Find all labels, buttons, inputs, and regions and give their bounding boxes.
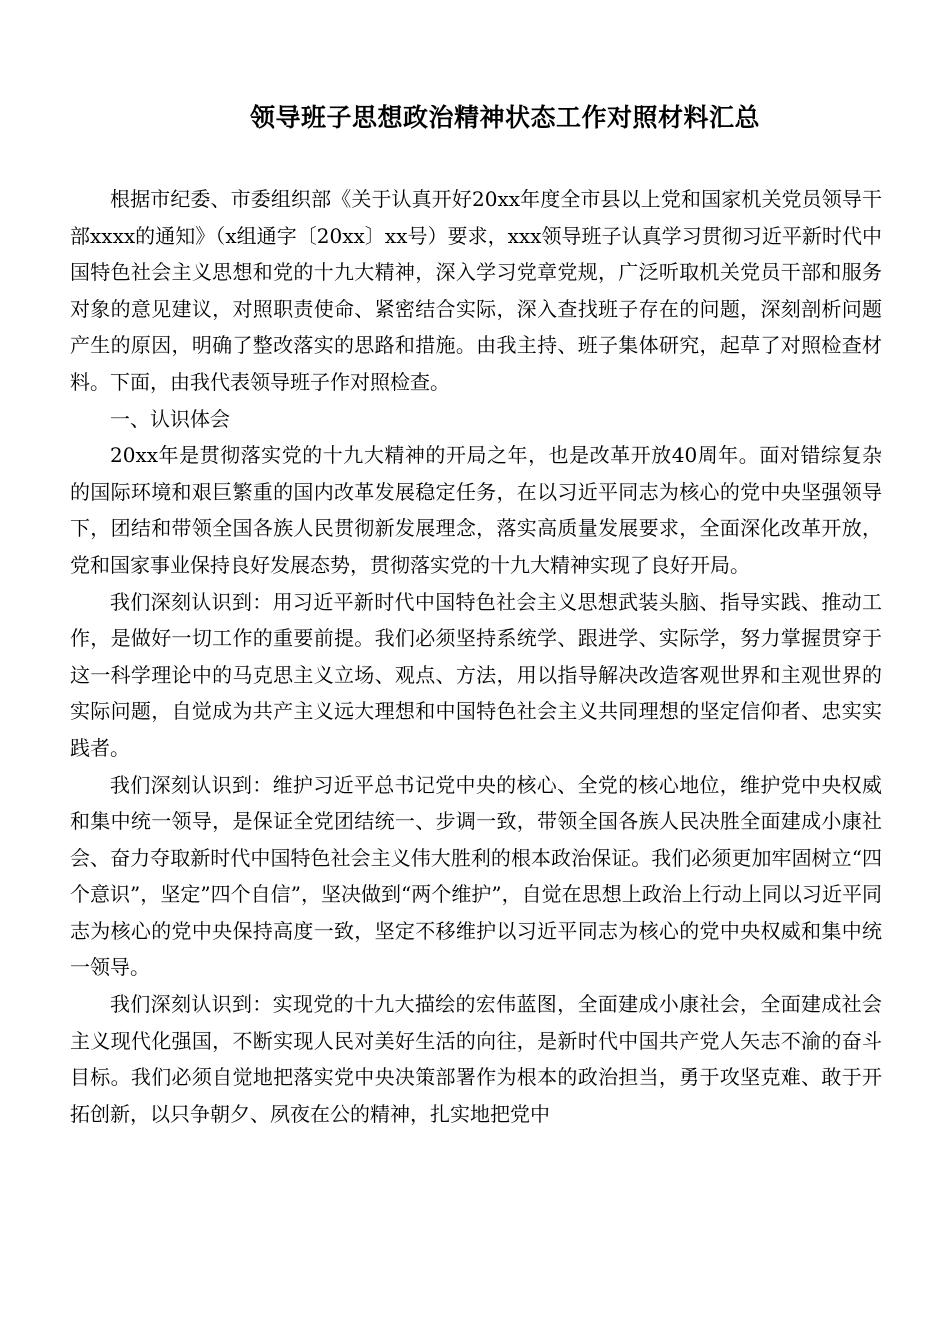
document-body: [70, 181, 882, 1132]
paragraph-understanding-2: 我们深刻认识到：维护习近平总书记党中央的核心、全党的核心地位，维护党中央权威和集中统一领导，是保证全党团结统一、步调一致，带领全国各族人民决胜全面建成小康社会、奋力夺取新时代中国特色社会主义伟大胜利的根本政治保证。我们必须更加牢固树立“四个意识”，坚定”四个自信”，坚决做到“两个维护”，自觉在思想上政治上行动上同以习近平同志为核心的党中央保持高度一致，坚定不移维护以习近平同志为核心的党中央权威和集中统一领导。: [70, 772, 882, 980]
paragraph-understanding-1: 我们深刻认识到：用习近平新时代中国特色社会主义思想武装头脑、指导实践、推动工作，是做好一切工作的重要前提。我们必须坚持系统学、跟进学、实际学，努力掌握贯穿于这一科学理论中的马克思主义立场、观点、方法，用以指导解决改造客观世界和主观世界的实际问题，自觉成为共产主义远大理想和中国特色社会主义共同理想的坚定信仰者、忠实实践者。: [70, 589, 882, 760]
document-title: 领导班子思想政治精神状态工作对照材料汇总: [249, 103, 760, 132]
paragraph-understanding-3: 我们深刻认识到：实现党的十九大描绘的宏伟蓝图，全面建成小康社会，全面建成社会主义现代化强国，不断实现人民对美好生活的向往，是新时代中国共产党人矢志不渝的奋斗目标。我们必须自觉地把落实党中央决策部署作为根本的政治担当，勇于攻坚克难、敢于开拓创新，以只争朝夕、夙夜在公的精神，扎实地把党中: [70, 992, 882, 1126]
paragraph-context: 20xx年是贯彻落实党的十九大精神的开局之年，也是改革开放40周年。面对错综复杂的国际环境和艰巨繁重的国内改革发展稳定任务，在以习近平同志为核心的党中央坚强领导下，团结和带领全国各族人民贯彻新发展理念，落实高质量发展要求，全面深化改革开放，党和国家事业保持良好发展态势，贯彻落实党的十九大精神实现了良好开局。: [70, 443, 882, 577]
paragraph-intro: 根据市纪委、市委组织部《关于认真开好20xx年度全市县以上党和国家机关党员领导干部xxxx的通知》（x组通字〔20xx〕xx号）要求，xxx领导班子认真学习贯彻习近平新时代中国特色社会主义思想和党的十九大精神，深入学习党章党规，广泛听取机关党员干部和服务对象的意见建议，对照职责使命、紧密结合实际，深入查找班子存在的问题，深刻剖析问题产生的原因，明确了整改落实的思路和措施。由我主持、班子集体研究，起草了对照检查材料。下面，由我代表领导班子作对照检查。: [70, 187, 882, 394]
section-heading-1: 一、认识体会: [110, 406, 230, 431]
